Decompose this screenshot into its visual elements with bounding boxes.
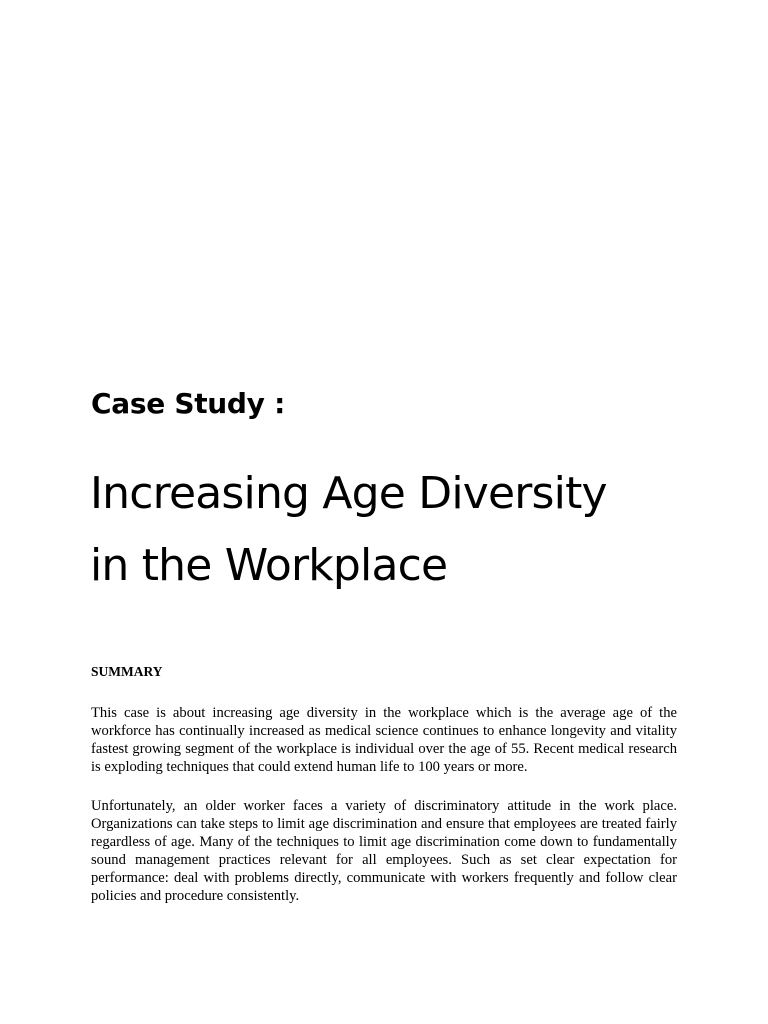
summary-paragraph-2: Unfortunately, an older worker faces a variety of discriminatory attitude in the work place. Organizations can take steps to limit age discrimination and ensure that employees are treated fairly regardless of age. Many of the techniques to limit age discrimination come down to fundamentally sound management practices relevant for all employees. Such as set clear expectation for performance: deal with problems directly, communicate with workers frequently and follow clear policies and procedure consistently. xyxy=(91,798,677,905)
summary-paragraph-1: This case is about increasing age diversity in the workplace which is the average age of the workforce has continually increased as medical science continues to enhance longevity and vitality fastest growing segment of the workplace is individual over the age of 55. Recent medical research is exploding techniques that could extend human life to 100 years or more. xyxy=(91,705,677,776)
title-line-2: in the Workplace xyxy=(90,540,448,591)
summary-heading: SUMMARY xyxy=(91,664,163,679)
case-study-label: Case Study : xyxy=(91,387,285,420)
page-title xyxy=(90,458,730,602)
title-line-1: Increasing Age Diversity xyxy=(90,468,607,519)
